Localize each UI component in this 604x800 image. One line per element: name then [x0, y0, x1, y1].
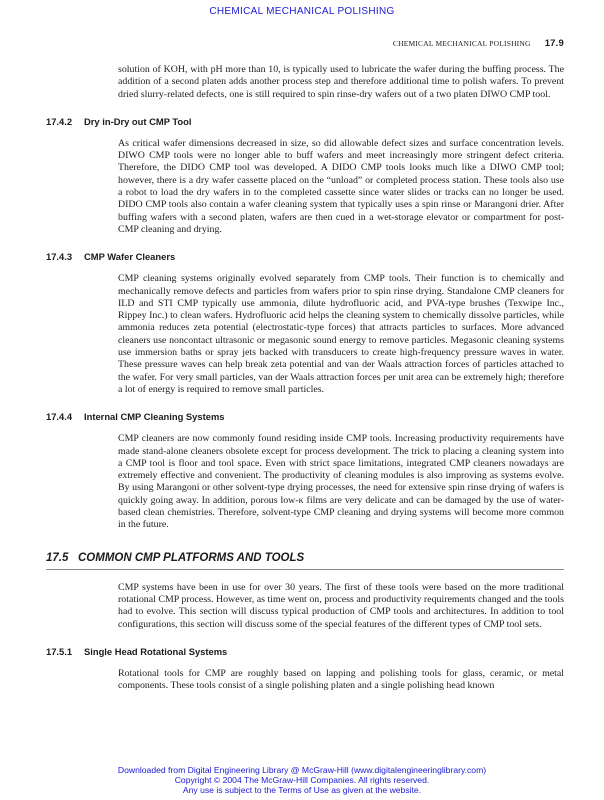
section-title: Internal CMP Cleaning Systems — [84, 411, 225, 423]
section-title: CMP Wafer Cleaners — [84, 251, 176, 263]
running-head — [393, 38, 564, 49]
page-content — [46, 64, 564, 692]
major-section-title: COMMON CMP PLATFORMS AND TOOLS — [78, 551, 305, 564]
section-body-17-4-3: CMP cleaning systems originally evolved separately from CMP tools. Their function is to chemically and mechanically remove defects and particles from wafers prior to spin rinse drying. Standalone CMP cleaners for ILD and STI CMP typically use ammonia, dilute hydrofluoric acid, and PVA-type brushes (Texwipe Inc., Rippey Inc.) to clean wafers. Hydrofluoric acid helps the cleaning system to chemically dissolve particles, while ammonia reduces zeta potential (electrostatic-type forces) that attracts particles to surfaces. More advanced cleaners use noncontact ultrasonic or megasonic sound energy to remove particles. Megasonic cleaning systems use immersion baths or spray jets backed with transducers to create high-frequency pressure waves in water. These pressure waves can help break zeta potential and van der Waals attraction forces of particles attached to the wafer. For very small particles, van der Waals attraction forces per unit area can be extremely high; therefore a lot of energy is required to remove small particles. — [118, 273, 564, 395]
section-body-17-4-2: As critical wafer dimensions decreased in size, so did allowable defect sizes and surface concentration levels. DIWO CMP tools were no longer able to buff wafers and meet increasingly more stringent defect criteria. Therefore, the DIDO CMP tool was developed. A DIDO CMP tools looks much like a DIWO CMP tool; however, there is a dry wafer cassette placed on the “unload” or completed process station. These tools also use a robot to load the dry wafers in to the completed cassette since water slides or tracks can no longer be used. DIDO CMP tools also contain a wafer cleaning system that typically uses a spin rinse or Marangoni drier. After buffing wafers with a second platen, wafers are then cued in a wet-storage elevator or compartment for post-CMP cleaning and drying. — [118, 137, 564, 235]
page-number: 17.9 — [544, 38, 564, 49]
section-body-17-4-4: CMP cleaners are now commonly found residing inside CMP tools. Increasing productivity requirements have made stand-alone cleaners obsolete except for process development. The trick to placing a cleaning system into a CMP tool is floor and tool space. Even with strict space limitations, integrated CMP cleaners nowadays are extremely effective and convenient. The productivity of cleaning modules is also improving as systems evolve. By using Marangoni or other solvent-type drying processes, the need for extensive spin rinse drying of wafers is quickly going away. In addition, porous low-κ films are very delicate and can be damaged by the use of water-based clean chemistries. Therefore, solvent-type CMP cleaning and drying systems will become more common in the future. — [118, 433, 564, 531]
major-section-body: CMP systems have been in use for over 30 years. The first of these tools were based on the more traditional rotational CMP process. However, as time went on, process and productivity requirements changed and the tools had to evolve. This section will discuss typical production of CMP tools and architectures. In addition to tool configurations, this section will discuss some of the special features of the different types of CMP tool sets. — [118, 581, 564, 630]
footer-copyright: Copyright © 2004 The McGraw-Hill Companies. All rights reserved. — [174, 775, 430, 785]
section-heading-17-4-3 — [46, 251, 564, 262]
section-title: Single Head Rotational Systems — [84, 645, 228, 657]
section-body-17-5-1: Rotational tools for CMP are roughly based on lapping and polishing tools for glass, ceramic, or metal components. These tools consist of a single polishing platen and a single polishing head known — [118, 667, 564, 692]
section-number: 17.4.2 — [46, 115, 73, 127]
section-title: Dry in-Dry out CMP Tool — [84, 115, 192, 127]
section-number: 17.4.3 — [46, 251, 73, 263]
major-section-number: 17.5 — [46, 551, 69, 564]
section-heading-17-4-2 — [46, 116, 564, 127]
top-banner: CHEMICAL MECHANICAL POLISHING — [209, 6, 395, 17]
footer — [0, 765, 604, 795]
major-section-heading-17-5 — [46, 552, 564, 570]
section-heading-17-5-1 — [46, 646, 564, 657]
section-heading-17-4-4 — [46, 411, 564, 422]
intro-paragraph: solution of KOH, with pH more than 10, is typically used to lubricate the wafer during the buffing process. The addition of a second platen adds another process step and therefore additional time to polish wafers. To prevent dried slurry-related defects, one is still required to spin rinse-dry wafers out of a two platen DIWO CMP tool. — [118, 64, 564, 100]
running-head-title: CHEMICAL MECHANICAL POLISHING — [392, 39, 531, 48]
footer-terms-link[interactable]: Any use is subject to the Terms of Use as given at the website. — [182, 785, 422, 795]
footer-download-link[interactable]: Downloaded from Digital Engineering Library @ McGraw-Hill (www.digitalengineeringlibrary.com) — [117, 765, 487, 775]
section-number: 17.5.1 — [46, 645, 73, 657]
section-number: 17.4.4 — [46, 411, 73, 423]
